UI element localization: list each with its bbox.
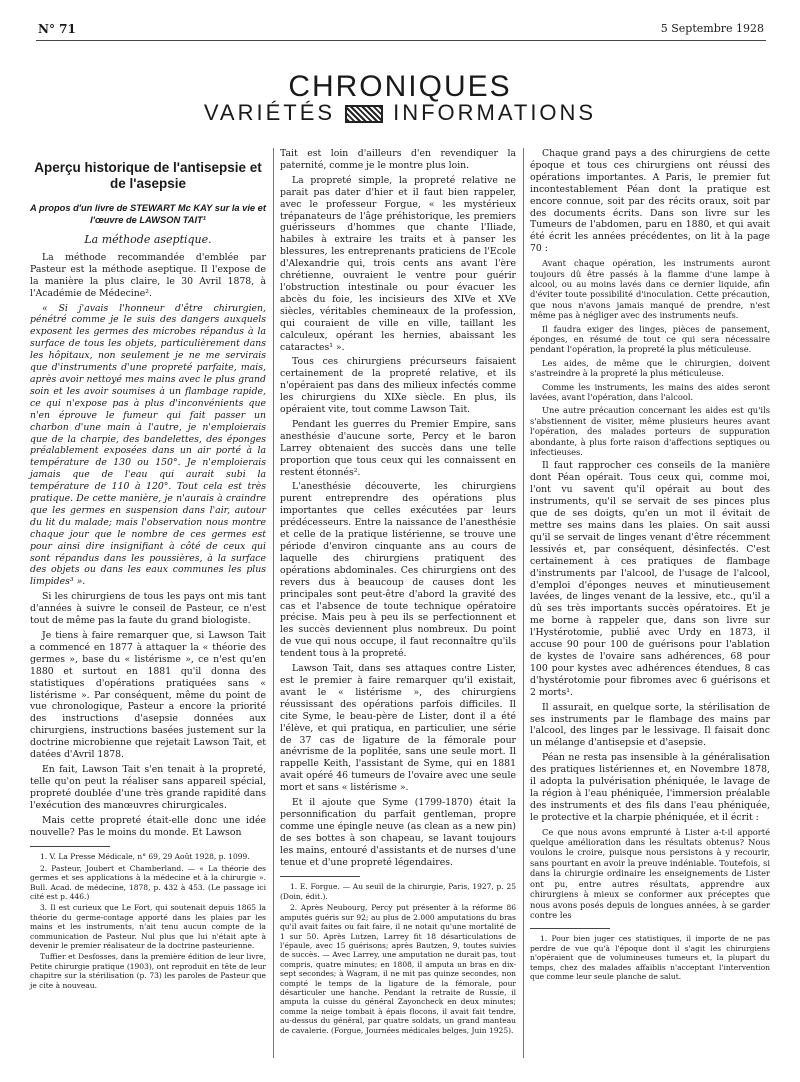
- masthead-subtitle: [0, 100, 800, 126]
- footnote: 3. Il est curieux que Le Fort, qui soutenait depuis 1865 la théorie du germe-contage apporté dans les plaies par les mains et les instruments, n'ait tenu aucun compte de la communication de Pasteur. Nul plus que lui n'était apte à devenir le premier réalisateur de la doctrine pasteurienne.: [30, 903, 266, 951]
- paragraph: Et il ajoute que Syme (1799-1870) était la personnification du parfait gentleman, propre comme une épingle neuve (as clean as a new pin) de ses bottes à son chapeau, se lavant toujours les mains, entouré d'assistants et de nurses d'une tenue et d'une propreté légendaires.: [280, 797, 516, 868]
- paragraph: Chaque grand pays a des chirurgiens de cette époque et tous ces chirurgiens ont réussi des opérations importantes. A Paris, le premier fut incontestablement Péan dont la pratique est encore connue, soit par des récits oraux, soit par des documents écrits. Dans son livre sur les Tumeurs de l'abdomen, paru en 1880, et qui avait été écrit les années précédentes, on lit à la page 70 :: [530, 148, 770, 255]
- header-rule: [36, 40, 766, 41]
- section-heading: La méthode aseptique.: [84, 233, 212, 246]
- column-2-footnotes: [280, 882, 516, 1035]
- paragraph: Les aides, de même que le chirurgien, doivent s'astreindre à la propreté la plus méticuleuse.: [530, 357, 770, 379]
- paragraph: Une autre précaution concernant les aides est qu'ils s'abstiennent de visiter, même plusieurs heures avant l'opération, des malades porteurs de suppuration abondante, à plus forte raison d'affections septiques ou infectieuses.: [530, 405, 770, 458]
- paragraph: Il assurait, en quelque sorte, la stérilisation de ses instruments par le flambage des mains par l'alcool, des linges par le lessivage. Il faisait donc un mélange d'antisepsie et d'asepsie.: [530, 701, 770, 749]
- paragraph: Tait est loin d'ailleurs d'en revendiquer la paternité, comme je le montre plus loin.: [280, 148, 516, 171]
- paragraph: Péan ne resta pas insensible à la généralisation des pratiques listériennes et, en Novembre 1878, il adopta la pulvérisation phéniquée, le lavage de la région à l'eau phéniquée, l'immersion préalable des instruments et des fils dans l'eau phéniquée, le protective et la charpie phéniquée, et il écrit :: [530, 752, 770, 823]
- issue-date: 5 Septembre 1928: [660, 22, 764, 35]
- column-2: [280, 148, 516, 1037]
- paragraph: Je tiens à faire remarquer que, si Lawson Tait a commencé en 1877 à attaquer la « théorie des germes », base du « listérisme », ce n'est qu'en 1880 et surtout en 1881 qu'il donna des statistiques d'opérations pratiquées sans « listérisme ». Par conséquent, même du point de vue chronologique, Pasteur a encore la priorité des instructions d'asepsie données aux chirurgiens, instructions basées justement sur la doctrine microbienne que rejetait Lawson Tait, et datées d'Avril 1878.: [30, 630, 266, 761]
- column-3-footnotes: [530, 934, 770, 981]
- paragraph: En fait, Lawson Tait s'en tenait à la propreté, telle qu'on peut la réaliser sans appareil spécial, propreté doublée d'une très grande rapidité dans l'exécution des manœuvres chirurgicales.: [30, 763, 266, 811]
- paragraph: « Si j'avais l'honneur d'être chirurgien, pénétré comme je le suis des dangers auxquels exposent les germes des microbes répandus à la surface de tous les objets, particulièrement dans les hôpitaux, non seulement je ne me servirais que d'instruments d'une propreté parfaite, mais, après avoir nettoyé mes mains avec le plus grand soin et les avoir soumises à un flambage rapide, ce qui n'expose pas à plus d'inconvénients que n'en éprouve le fumeur qui fait passer un charbon d'une main à l'autre, je n'emploierais que de la charpie, des bandelettes, des éponges préalablement exposées dans un air porté à la température de 130 ou 150°. Je n'emploierais jamais que de l'eau qui aurait subi la température de 110 à 120°. Tout cela est très pratique. De cette manière, je n'aurais à craindre que les germes en suspension dans l'air, autour du lit du malade; mais l'observation nous montre chaque jour que le nombre de ces germes est pour ainsi dire insignifiant à côté de ceux qui sont répandus dans les poussières, à la surface des objets ou dans les eaux communes les plus limpides³ ».: [30, 302, 266, 588]
- issue-number: N° 71: [38, 22, 76, 36]
- paragraph: Avant chaque opération, les instruments auront toujours dû être passés à la flamme d'une lampe à alcool, ou au moins lavés dans ce dernier liquide, afin d'éviter toute possibilité d'inoculation. Cette précaution, que nous n'avons jamais manqué de prendre, n'est même pas à négliger avec des instruments neufs.: [530, 258, 770, 321]
- paragraph: Tous ces chirurgiens précurseurs faisaient certainement de la propreté relative, et ils n'opéraient pas dans des milieux infectés comme les chirurgiens du XIXe siècle. En plus, ils opéraient vite, tout comme Lawson Tait.: [280, 356, 516, 416]
- masthead-informations: INFORMATIONS: [393, 100, 597, 125]
- footnote-rule: [530, 928, 610, 929]
- column-divider: [523, 148, 524, 1058]
- paragraph: La méthode recommandée d'emblée par Pasteur est la méthode aseptique. Il l'expose de la manière la plus claire, le 30 Avril 1878, à l'Académie de Médecine².: [30, 251, 266, 299]
- paragraph: Il faudra exiger des linges, pièces de pansement, éponges, en résumé de tout ce qui sera nécessaire pendant l'opération, la propreté la plus méticuleuse.: [530, 323, 770, 355]
- column-divider: [273, 148, 274, 1058]
- article-subtitle: A propos d'un livre de STEWART Mc KAY sur la vie et l'œuvre de LAWSON TAIT¹: [30, 203, 266, 225]
- column-1-body: [30, 252, 266, 839]
- ornament-icon: [345, 105, 383, 123]
- footnote: 2. Pasteur, Joubert et Chamberland. — « La théorie des germes et ses applications à la médecine et à la chirurgie ». Bull. Acad. de médecine, 1878, p. 432 à 453. (Le passage ici cité est p. 446.): [30, 863, 266, 902]
- paragraph: Pendant les guerres du Premier Empire, sans anesthésie d'aucune sorte, Percy et le baron Larrey obtenaient des succès dans une telle proportion que tous ceux qui les connaissent en restent étonnés².: [280, 418, 516, 478]
- footnote: Tuffier et Desfosses, dans la première édition de leur livre, Petite chirurgie pratique (1903), ont reproduit en tête de leur chapitre sur la stérilisation (p. 73) les paroles de Pasteur que je cite à nouveau.: [30, 952, 266, 990]
- column-1: [30, 150, 266, 992]
- paragraph: L'anesthésie découverte, les chirurgiens purent entreprendre des opérations plus importantes que celles exécutées par leurs prédécesseurs. Entre la naissance de l'anesthésie et celle de la pratique listérienne, se trouve une période d'environ cinquante ans au cours de laquelle des chirurgiens pratiquent des opérations abdominales. Ces chirurgiens ont des revers dus à beaucoup de causes dont les principales sont peut-être d'abord la gravité des cas et l'absence de toute technique opératoire précise. Mais peu à peu ils se perfectionnent et les succès deviennent plus nombreux. Du point de vue qui nous occupe, il faut reconnaître qu'ils tendent tous à la propreté.: [280, 481, 516, 660]
- footnote: 2. Après Neubourg, Percy put présenter à la réforme 86 amputés guéris sur 92; au plus de 2.000 amputations du bras qu'il avait faites ou fait faire, il ne notait qu'une mortalité de 1 sur 50. Après Lutzen, Larrey fit 18 désarticulations de l'épaule, avec 15 guérisons; après Bautzen, 9, toutes suivies de succès. — Avec Larrey, une amputation ne durait pas, tout compris, quatre minutes; en 1808, il amputa un bras en dix-sept secondes; à Wagram, il ne mit pas quinze secondes, non compté le temps de la ligature de la fémorale, pour désarticuler une hanche. Pendant la retraite de Russie, il amputa la cuisse du général Zayoncheck en deux minutes; comme la neige tombait à épais flocons, il avait fait tendre, au-dessus du général, par quatre soldats, un grand manteau de cavalerie. (Forgue, Journées médicales belges, Juin 1925).: [280, 903, 516, 1035]
- column-2-body: [280, 148, 516, 868]
- article-title: Aperçu historique de l'antisepsie et de l'asepsie: [34, 160, 262, 191]
- paragraph: Si les chirurgiens de tous les pays ont mis tant d'années à suivre le conseil de Pasteur, ce n'est tout de même pas la faute du grand biologiste.: [30, 591, 266, 627]
- column-3-body: [530, 148, 770, 920]
- paragraph: Comme les instruments, les mains des aides seront lavées, avant l'opération, dans l'alcool.: [530, 381, 770, 403]
- masthead-varietes: VARIÉTÉS: [203, 100, 336, 125]
- footnote: 1. Pour bien juger ces statistiques, il importe de ne pas perdre de vue qu'à l'époque dont il s'agit les chirurgiens n'opéraient que de volumineuses tumeurs et, la plupart du temps, chez des malades affaiblis n'acceptant l'intervention que comme leur seule planche de salut.: [530, 934, 770, 981]
- paragraph: Il faut rapprocher ces conseils de la manière dont Péan opérait. Tous ceux qui, comme moi, l'ont vu savent qu'il opérait au bout des instruments, qu'il se servait de ses pinces plus que de ses doigts, qu'en un mot il évitait de mettre ses mains dans les plaies. On sait aussi qu'il se servait de linges venant d'être récemment lessivés et, par conséquent, désinfectés. C'est certainement à ces pratiques de flambage d'instruments par l'alcool, de l'usage de l'alcool, d'emploi d'éponges neuves et minutieusement lavées, de linges venant de la lessive, etc., qu'il a dû ses très importants succès opératoires. Et je me borne à rappeler que, dans son livre sur l'Hystérotomie, publié avec Urdy en 1873, il accuse 90 pour 100 de guérisons pour l'ablation de kystes de l'ovaire sans adhérences, 68 pour 100 pour kystes avec adhérences étendues, 8 cas d'hystérotomie pour fibromes avec 6 guérisons et 2 morts¹.: [530, 460, 770, 698]
- paragraph: Lawson Tait, dans ses attaques contre Lister, est le premier à faire remarquer qu'il existait, avant le « listérisme », des chirurgiens réussissant des opérations parfois difficiles. Il cite Syme, le beau-père de Lister, dont il a été l'élève, et qui pratiqua, en particulier, une série de 37 cas de ligature de la fémorale pour anévrisme de la poplitée, sans une seule mort. Il rappelle Keith, l'assistant de Syme, qui en 1881 avait opéré 46 tumeurs de l'ovaire avec une seule mort et sans « listérisme ».: [280, 663, 516, 794]
- footnote-rule: [30, 846, 110, 847]
- paragraph: Ce que nous avons emprunté à Lister a-t-il apporté quelque amélioration dans les résultats obtenus? Nous voulons le croire, puisque nous persistons à y recourir, sans pourtant en avoir la preuve indéniable. Toutefois, si dans la chirurgie ordinaire les enseignements de Lister ont pu, entre autres résultats, apprendre aux chirurgiens à mieux se conformer aux préceptes que nous avons posés depuis de longues années, à se garder contre les: [530, 826, 770, 920]
- column-3: [530, 148, 770, 983]
- paragraph: Mais cette propreté était-elle donc une idée nouvelle? Pas le moins du monde. Et Lawson: [30, 814, 266, 838]
- footnote: 1. E. Forgue. — Au seuil de la chirurgie, Paris, 1927, p. 25 (Doin, édit.).: [280, 882, 516, 901]
- paragraph: La propreté simple, la propreté relative ne parait pas dater d'hier et il faut bien rappeler, avec le professeur Forgue, « les mystérieux trépanateurs de l'âge préhistorique, les premiers guérisseurs d'hommes que chante l'Iliade, habiles à extraire les traits et à panser les blessures, les entreprenants praticiens de l'Ecole d'Alexandrie qui, trois cents ans avant l'ère chrétienne, ouvraient le ventre pour guérir l'obstruction intestinale ou pour évacuer les abcès du foie, les incisieurs des XIVe et XVe siècles, véritables chemineaux de la profession, qui couraient de ville en ville, taillant les calculeux, opérant les hernies, abaissant les cataractes¹ ».: [280, 174, 516, 353]
- masthead-title: CHRONIQUES: [288, 70, 512, 103]
- footnote: 1. V. La Presse Médicale, n° 69, 29 Août 1928, p. 1099.: [40, 852, 250, 862]
- column-1-footnotes: [30, 852, 266, 990]
- footnote-rule: [280, 876, 360, 877]
